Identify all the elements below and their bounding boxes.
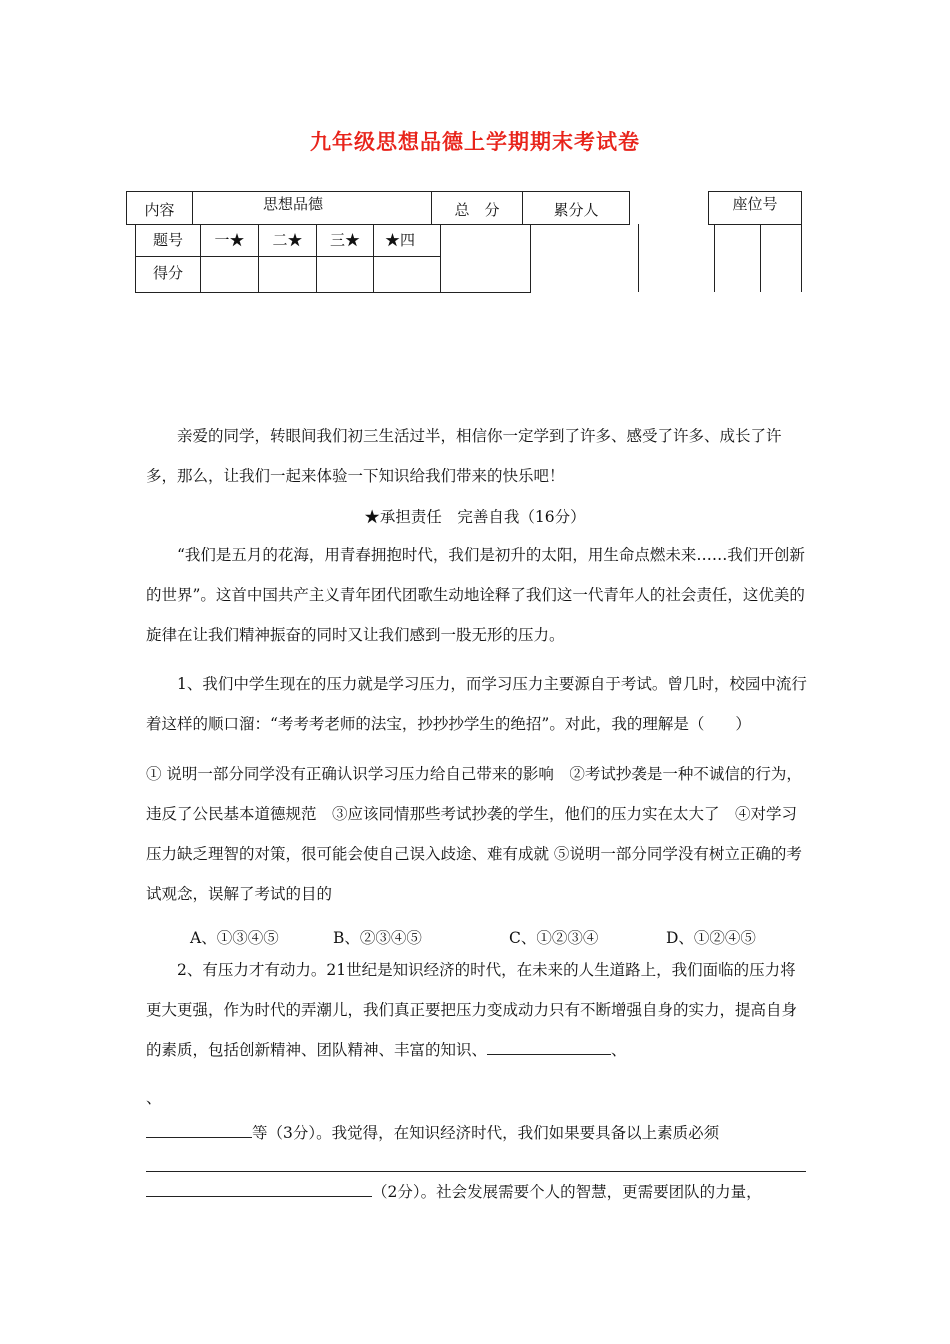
section-title: ★承担责任 完善自我（16分） — [364, 508, 586, 526]
seat-label: 座位号 — [732, 195, 778, 213]
question-1-statements: ① 说明一部分同学没有正确认识学习压力给自己带来的影响 ②考试抄袭是一种不诚信的行为，违反了公民基本道德规范 ③应该同情那些考试抄袭的学生，他们的压力实在太大了 ④对学习压力缺乏理智的对策，很可能会使自己误入歧途、难有成就 ⑤说明一部分同学没有树立正确的考试观念，误解了考试的目的 — [146, 765, 802, 903]
score-label: 得分 — [152, 264, 183, 282]
question-2-text-2: 等（3分）。我觉得，在知识经济时代，我们如果要具备以上素质必须 — [252, 1124, 720, 1142]
answer-blank-1[interactable] — [487, 1038, 611, 1055]
passage: “我们是五月的花海，用青春拥抱时代，我们是初升的太阳，用生命点燃未来……我们开创新的世界”。这首中国共产主义青年团代团歌生动地诠释了我们这一代青年人的社会责任，这优美的旋律在让我们精神振奋的同时又让我们感到一股无形的压力。 — [146, 546, 805, 644]
option-c: C、①②③④ — [509, 929, 599, 947]
question-label: 题号 — [152, 231, 183, 249]
question-2 — [146, 950, 808, 1070]
exam-title: 九年级思想品德上学期期末考试卷 — [310, 129, 640, 154]
option-d: D、①②④⑤ — [666, 929, 756, 947]
question-1-stem: 1、我们中学生现在的压力就是学习压力，而学习压力主要源自于考试。曾几时，校园中流行着这样的顺口溜：“考考考老师的法宝，抄抄抄学生的绝招”。对此，我的理解是（ ） — [146, 675, 807, 733]
column-1: 一★ — [214, 231, 245, 249]
option-b: B、②③④⑤ — [333, 929, 422, 947]
scorer-label: 累分人 — [553, 201, 599, 219]
answer-line[interactable] — [146, 1171, 806, 1172]
column-3: 三★ — [329, 231, 360, 249]
separator: 、 — [611, 1041, 627, 1059]
subject-name: 思想品德 — [262, 195, 323, 213]
question-2-line-3 — [146, 1180, 762, 1202]
column-2: 二★ — [272, 231, 303, 249]
question-2-line — [146, 1121, 719, 1143]
option-a: A、①③④⑤ — [190, 929, 279, 947]
answer-blank-3[interactable] — [146, 1180, 372, 1197]
column-4: ★四 — [384, 231, 415, 249]
separator-line: 、 — [146, 1089, 162, 1107]
content-label: 内容 — [144, 201, 175, 219]
question-2-text-3: （2分）。社会发展需要个人的智慧，更需要团队的力量， — [372, 1183, 762, 1201]
intro-paragraph: 亲爱的同学，转眼间我们初三生活过半，相信你一定学到了许多、感受了许多、成长了许多，那么，让我们一起来体验一下知识给我们带来的快乐吧！ — [146, 427, 782, 485]
answer-blank-2[interactable] — [146, 1121, 252, 1138]
total-label: 总 分 — [454, 201, 500, 219]
question-2-text: 2、有压力才有动力。21世纪是知识经济的时代，在未来的人生道路上，我们面临的压力将更大更强，作为时代的弄潮儿，我们真正要把压力变成动力只有不断增强自身的实力，提高自身的素质，包括创新精神、团队精神、丰富的知识、 — [146, 961, 798, 1059]
